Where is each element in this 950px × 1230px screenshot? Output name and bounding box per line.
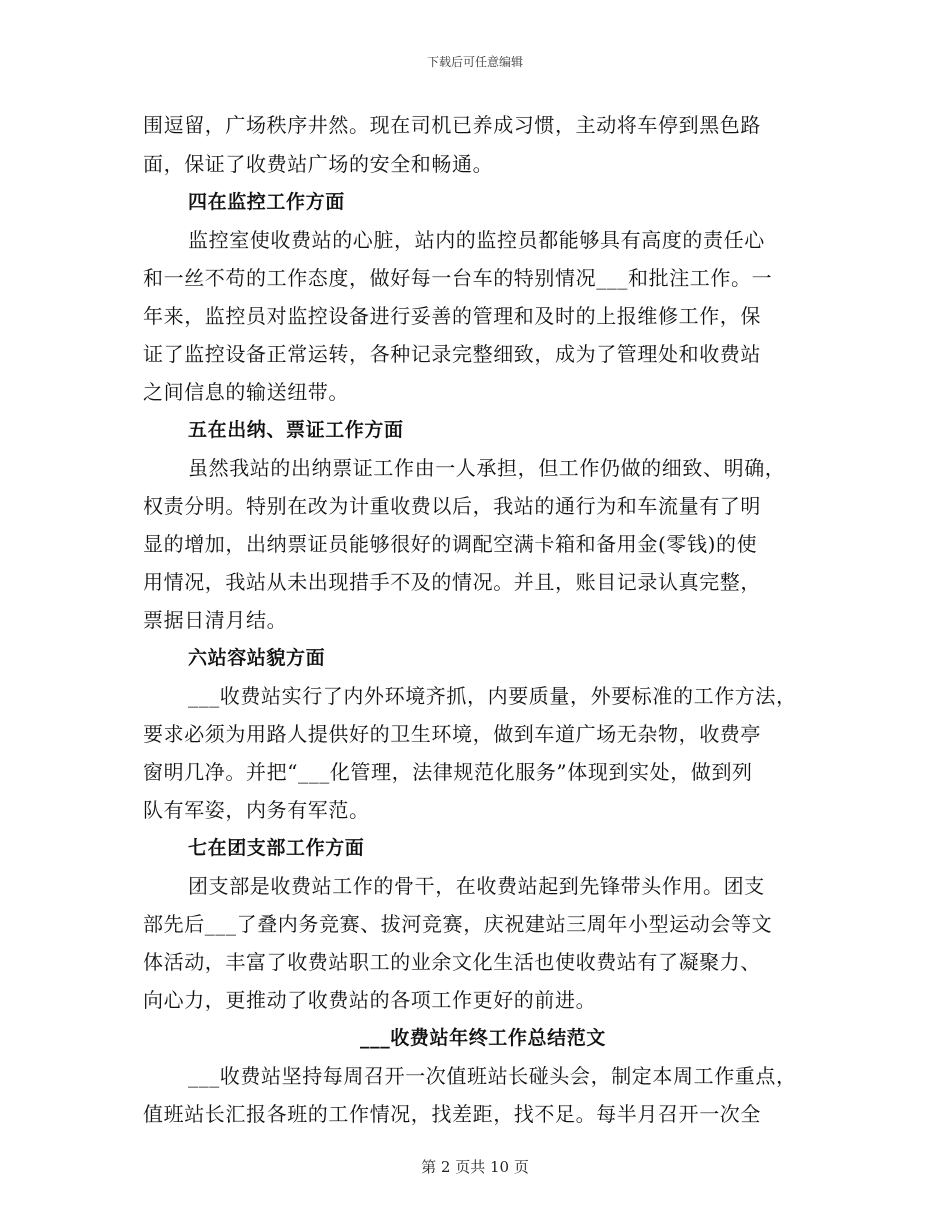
body-line: 监控室使收费站的心脏，站内的监控员都能够具有高度的责任心: [188, 228, 765, 252]
section-heading: 四在监控工作方面: [188, 191, 345, 213]
body-line: 票据日清月结。: [143, 608, 288, 632]
body-line: 围逗留，广场秩序井然。现在司机已养成习惯，主动将车停到黑色路: [143, 113, 761, 137]
body-line: 要求必须为用路人提供好的卫生环境，做到车道广场无杂物，收费亭: [143, 722, 761, 746]
body-line: 值班站长汇报各班的工作情况，找差距，找不足。每半月召开一次全: [143, 1102, 761, 1126]
body-line: 面，保证了收费站广场的安全和畅通。: [143, 152, 494, 176]
body-line: 权责分明。特别在改为计重收费以后，我站的通行为和车流量有了明: [143, 494, 761, 518]
body-line: 显的增加，出纳票证员能够很好的调配空满卡箱和备用金(零钱)的使: [143, 532, 758, 556]
page-header: 下载后可任意编辑: [426, 55, 523, 69]
body-line: 和一丝不苟的工作态度，做好每一台车的特别情况___和批注工作。一: [143, 266, 773, 290]
section-heading: 五在出纳、票证工作方面: [188, 419, 404, 441]
body-line: 年来，监控员对监控设备进行妥善的管理和及时的上报维修工作，保: [143, 304, 761, 328]
body-line: 窗明几净。并把“___化管理，法律规范化服务”体现到实处，做到列: [143, 760, 753, 784]
body-line: 部先后___了叠内务竞赛、拔河竞赛，庆祝建站三周年小型运动会等文: [143, 912, 773, 936]
body-line: 团支部是收费站工作的骨干，在收费站起到先锋带头作用。团支: [188, 874, 765, 898]
body-line: 向心力，更推动了收费站的各项工作更好的前进。: [143, 988, 597, 1012]
body-line: ___收费站实行了内外环境齐抓，内要质量，外要标准的工作方法，: [188, 684, 797, 708]
section-heading: 七在团支部工作方面: [188, 837, 365, 859]
body-line: 用情况，我站从未出现措手不及的情况。并且，账目记录认真完整，: [143, 570, 761, 594]
document-title: ___收费站年终工作总结范文: [360, 1027, 606, 1049]
body-line: 之间信息的输送纽带。: [143, 380, 349, 404]
body-line: 虽然我站的出纳票证工作由一人承担，但工作仍做的细致、明确，: [188, 456, 786, 480]
body-line: ___收费站坚持每周召开一次值班站长碰头会，制定本周工作重点，: [188, 1064, 797, 1088]
body-line: 证了监控设备正常运转，各种记录完整细致，成为了管理处和收费站: [143, 342, 761, 366]
page-footer: 第 2 页共 10 页: [421, 1158, 529, 1176]
section-heading: 六站容站貌方面: [188, 647, 326, 669]
body-line: 体活动，丰富了收费站职工的业余文化生活也使收费站有了凝聚力、: [143, 950, 761, 974]
body-line: 队有军姿，内务有军范。: [143, 798, 370, 822]
